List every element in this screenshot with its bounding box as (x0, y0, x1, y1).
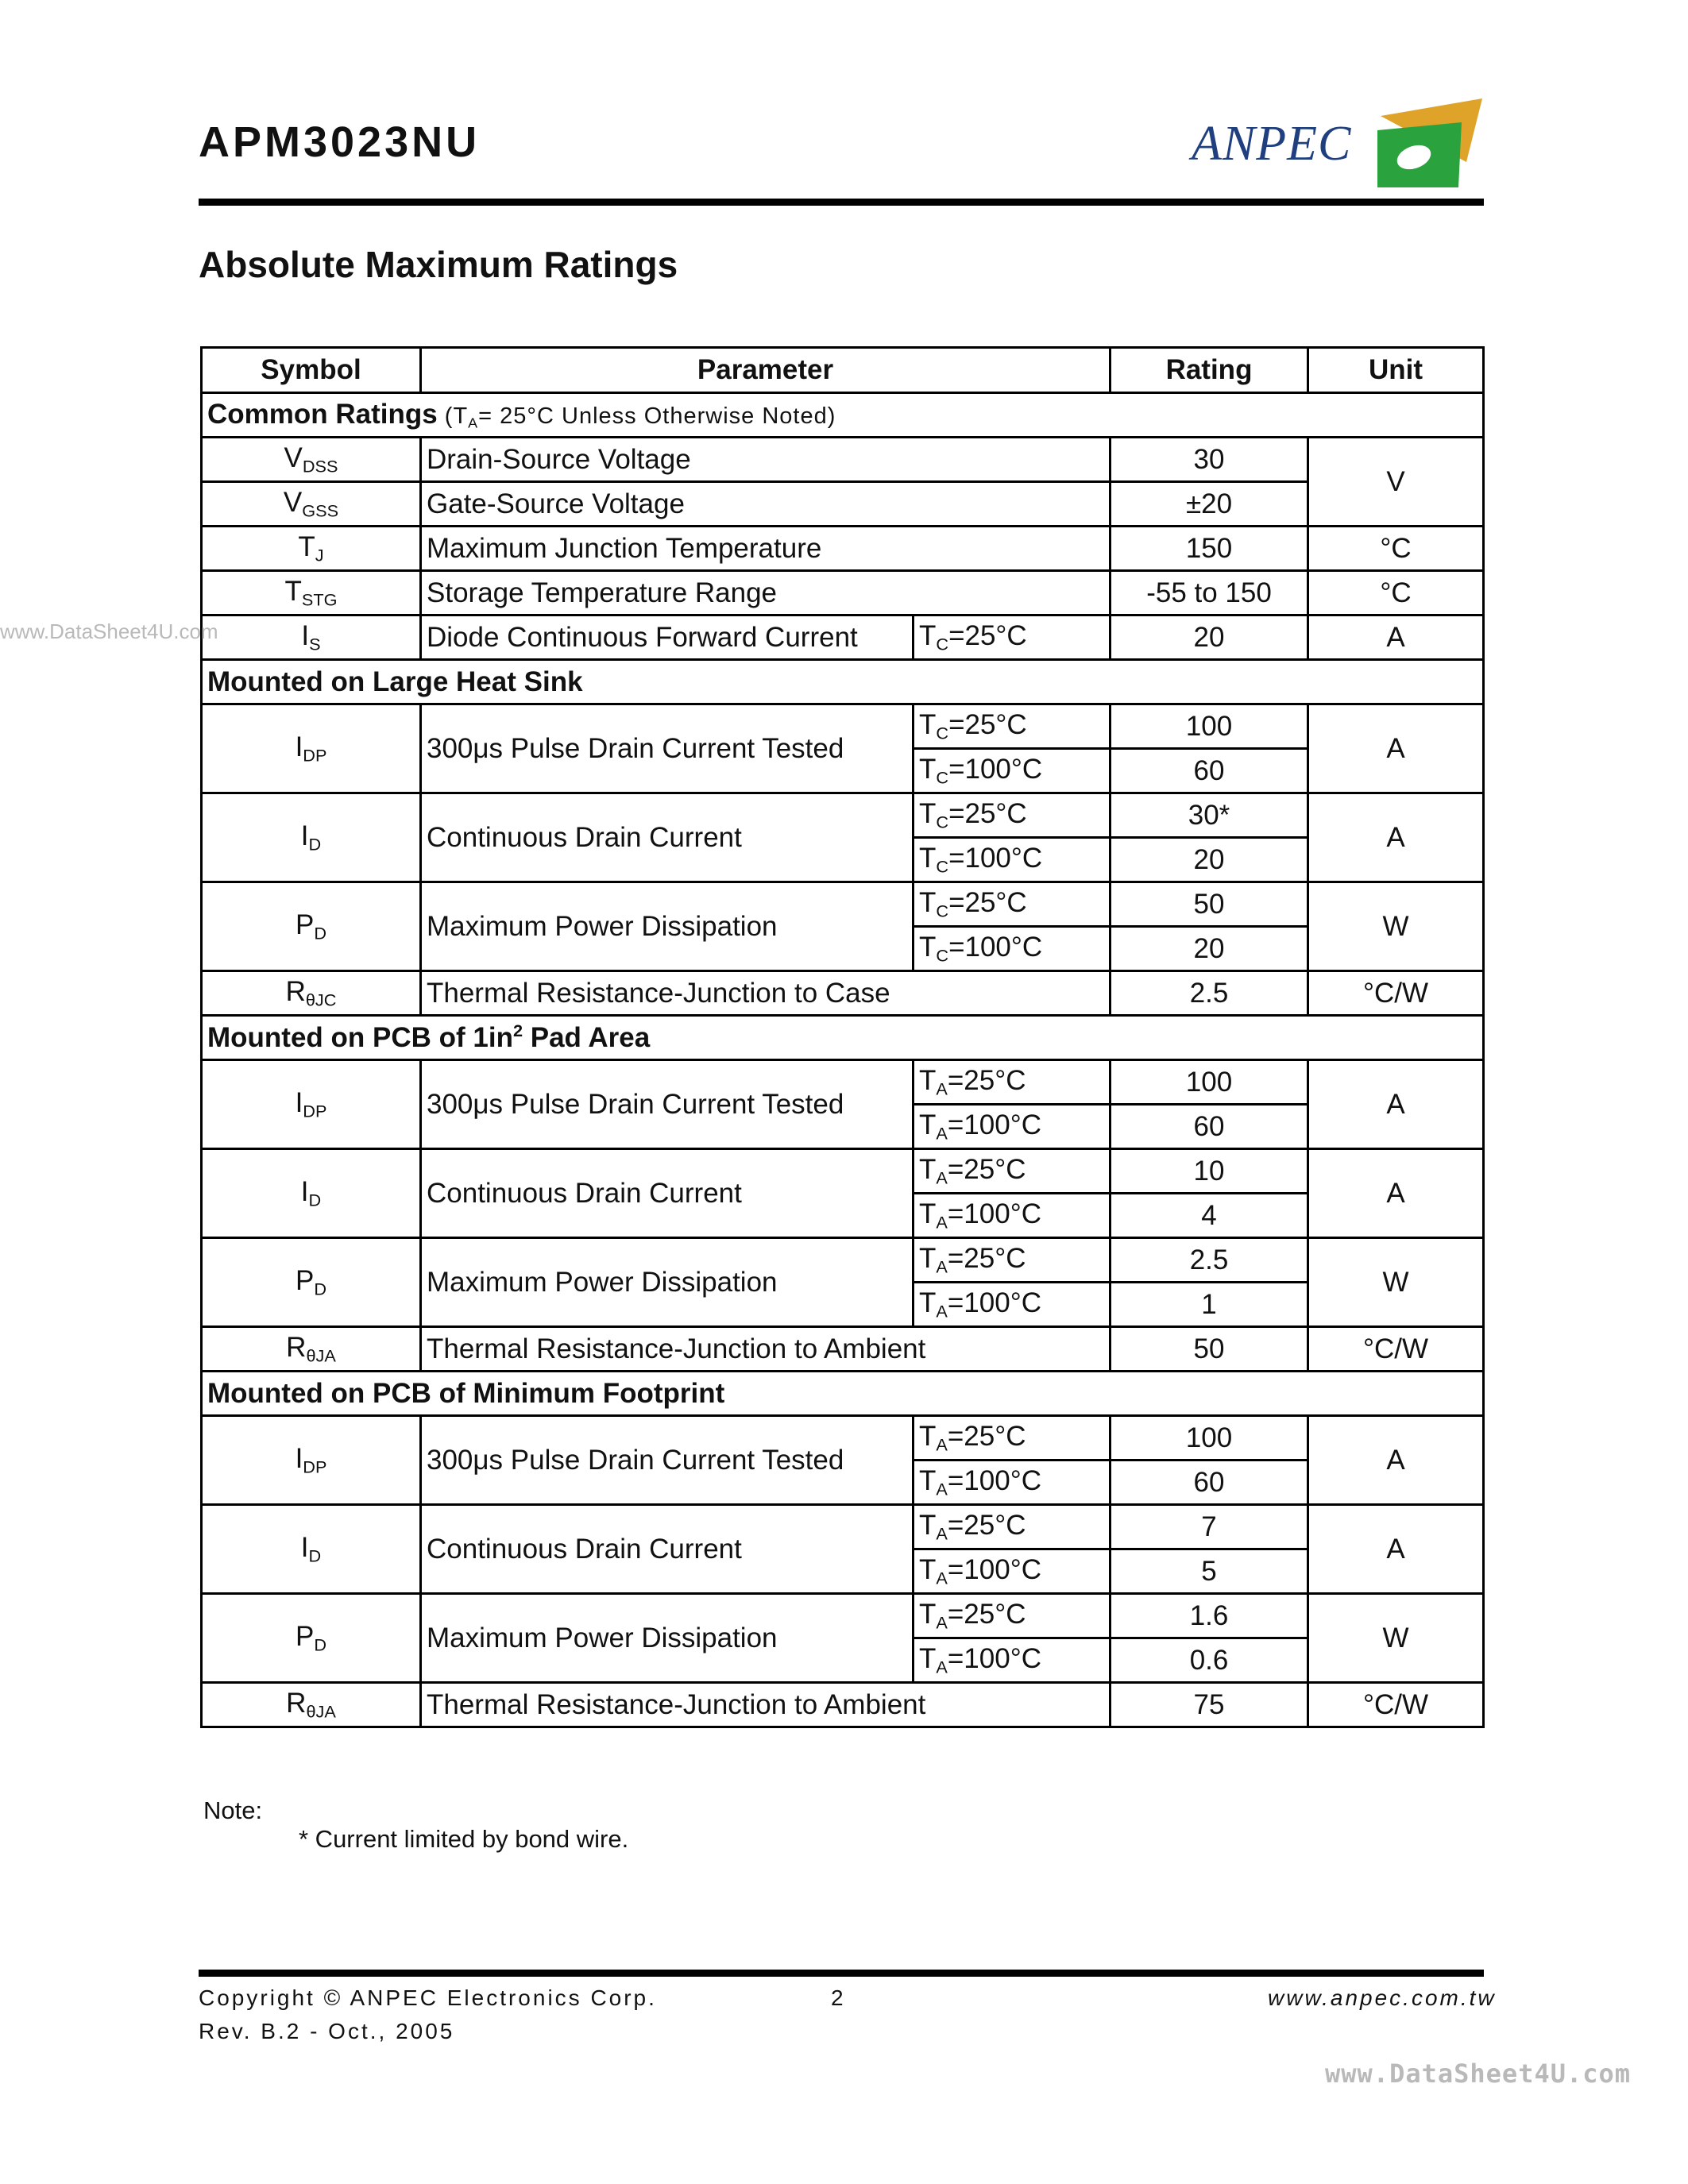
parameter-cell: Maximum Power Dissipation (421, 1594, 914, 1683)
table-row (202, 1149, 1484, 1194)
group-title-heat-sink: Mounted on Large Heat Sink (202, 660, 1484, 704)
group-title-pcb-min: Mounted on PCB of Minimum Footprint (202, 1372, 1484, 1416)
rating-cell: 2.5 (1111, 1238, 1308, 1283)
rating-cell: 5 (1111, 1549, 1308, 1594)
rating-cell: 150 (1111, 527, 1308, 571)
condition-cell: $T_A=100^\circ C$ (914, 1461, 1111, 1505)
anpec-logo (1192, 98, 1485, 187)
rating-cell: 7 (1111, 1505, 1308, 1549)
rating-cell: 2.5 (1111, 971, 1308, 1016)
section-title: Absolute Maximum Ratings (199, 244, 678, 285)
rating-cell: 1.6 (1111, 1594, 1308, 1638)
symbol-cell: $R_{\theta JC}$ (202, 971, 421, 1016)
symbol-cell: $I_{DP}$ (202, 1060, 421, 1149)
table-row (202, 1327, 1484, 1372)
unit-cell: A (1308, 1060, 1484, 1149)
condition-cell: $T_A=25^\circ C$ (914, 1594, 1111, 1638)
rating-cell: ±20 (1111, 482, 1308, 527)
rating-cell: 20 (1111, 927, 1308, 971)
rating-cell: 10 (1111, 1149, 1308, 1194)
symbol-cell: $I_{DP}$ (202, 704, 421, 793)
condition-cell: $T_C=25^\circ C$ (914, 615, 1111, 660)
table-row (202, 971, 1484, 1016)
rating-cell: 0.6 (1111, 1638, 1308, 1683)
unit-cell: °C/W (1308, 971, 1484, 1016)
condition-cell: $T_A=25^\circ C$ (914, 1416, 1111, 1461)
table-row (202, 571, 1484, 615)
footer-rule (199, 1970, 1484, 1977)
table-row (202, 793, 1484, 838)
group-row-pcb-1in (202, 1016, 1484, 1060)
parameter-cell: Continuous Drain Current (421, 1505, 914, 1594)
rating-cell: -55 to 150 (1111, 571, 1308, 615)
symbol-cell: $T_J$ (202, 527, 421, 571)
table-row (202, 882, 1484, 927)
condition-cell: $T_A=25^\circ C$ (914, 1149, 1111, 1194)
parameter-cell: Continuous Drain Current (421, 793, 914, 882)
condition-cell: $T_A=100^\circ C$ (914, 1549, 1111, 1594)
condition-cell: $T_A=100^\circ C$ (914, 1638, 1111, 1683)
unit-cell: W (1308, 882, 1484, 971)
table-row (202, 527, 1484, 571)
parameter-cell: Thermal Resistance-Junction to Case (421, 971, 1111, 1016)
unit-cell: °C (1308, 527, 1484, 571)
condition-cell: $T_A=100^\circ C$ (914, 1194, 1111, 1238)
parameter-cell: Storage Temperature Range (421, 571, 1111, 615)
header-symbol: Symbol (202, 348, 421, 393)
rating-cell: 100 (1111, 1060, 1308, 1105)
symbol-cell: $V_{GSS}$ (202, 482, 421, 527)
rating-cell: 50 (1111, 882, 1308, 927)
symbol-cell: $P_D$ (202, 1594, 421, 1683)
symbol-cell: $I_{DP}$ (202, 1416, 421, 1505)
symbol-cell: $R_{\theta JA}$ (202, 1683, 421, 1727)
table-row (202, 482, 1484, 527)
document-title: APM3023NU (199, 118, 481, 166)
condition-cell: $T_A=25^\circ C$ (914, 1060, 1111, 1105)
parameter-cell: 300μs Pulse Drain Current Tested (421, 704, 914, 793)
rating-cell: 20 (1111, 615, 1308, 660)
condition-cell: $T_A=100^\circ C$ (914, 1105, 1111, 1149)
table-row (202, 1416, 1484, 1461)
header-rule (199, 199, 1484, 206)
note-label: Note: (203, 1796, 263, 1824)
header-unit: Unit (1308, 348, 1484, 393)
unit-cell: A (1308, 1505, 1484, 1594)
unit-cell: °C/W (1308, 1683, 1484, 1727)
header-parameter: Parameter (421, 348, 1111, 393)
parameter-cell: Thermal Resistance-Junction to Ambient (421, 1327, 1111, 1372)
rating-cell: 60 (1111, 1105, 1308, 1149)
parameter-cell: Gate-Source Voltage (421, 482, 1111, 527)
unit-cell: A (1308, 1149, 1484, 1238)
unit-cell: V (1308, 438, 1484, 527)
symbol-cell: $R_{\theta JA}$ (202, 1327, 421, 1372)
rating-cell: 100 (1111, 1416, 1308, 1461)
logo-mark-icon (1373, 98, 1485, 187)
rating-cell: 60 (1111, 1461, 1308, 1505)
table-row (202, 1594, 1484, 1638)
unit-cell: °C (1308, 571, 1484, 615)
group-title-common: Common Ratings ($T_A= 25^\circ C$ Unless Otherwise Noted) (202, 393, 1484, 438)
rating-cell: 60 (1111, 749, 1308, 793)
symbol-cell: $V_{DSS}$ (202, 438, 421, 482)
symbol-cell: $I_D$ (202, 1505, 421, 1594)
parameter-cell: Maximum Junction Temperature (421, 527, 1111, 571)
rating-cell: 4 (1111, 1194, 1308, 1238)
condition-cell: $T_C=100^\circ C$ (914, 927, 1111, 971)
symbol-cell: $I_D$ (202, 793, 421, 882)
header-rating: Rating (1111, 348, 1308, 393)
rating-cell: 30 (1111, 438, 1308, 482)
symbol-cell: $I_S$ (202, 615, 421, 660)
parameter-cell: Diode Continuous Forward Current (421, 615, 914, 660)
logo-text: ANPEC (1192, 117, 1352, 171)
parameter-cell: 300μs Pulse Drain Current Tested (421, 1060, 914, 1149)
table-row (202, 1060, 1484, 1105)
rating-cell: 100 (1111, 704, 1308, 749)
symbol-cell: $P_D$ (202, 1238, 421, 1327)
table-row (202, 1238, 1484, 1283)
table-row (202, 1683, 1484, 1727)
table-row (202, 704, 1484, 749)
unit-cell: A (1308, 704, 1484, 793)
symbol-cell: $T_{STG}$ (202, 571, 421, 615)
table-row (202, 1505, 1484, 1549)
table-row (202, 438, 1484, 482)
absolute-maximum-ratings-table (200, 346, 1485, 1728)
condition-cell: $T_A=100^\circ C$ (914, 1283, 1111, 1327)
unit-cell: A (1308, 793, 1484, 882)
parameter-cell: Maximum Power Dissipation (421, 1238, 914, 1327)
symbol-cell: $I_D$ (202, 1149, 421, 1238)
condition-cell: $T_C=25^\circ C$ (914, 882, 1111, 927)
unit-cell: W (1308, 1594, 1484, 1683)
unit-cell: W (1308, 1238, 1484, 1327)
footer-website: www.anpec.com.tw (1268, 1985, 1497, 2010)
unit-cell: A (1308, 615, 1484, 660)
condition-cell: $T_C=25^\circ C$ (914, 793, 1111, 838)
group-row-pcb-min (202, 1372, 1484, 1416)
parameter-cell: Drain-Source Voltage (421, 438, 1111, 482)
rating-cell: 75 (1111, 1683, 1308, 1727)
footer-revision: Rev. B.2 - Oct., 2005 (199, 2019, 455, 2043)
condition-cell: $T_C=100^\circ C$ (914, 838, 1111, 882)
parameter-cell: Continuous Drain Current (421, 1149, 914, 1238)
watermark-left: www.DataSheet4U.com (0, 619, 218, 643)
watermark-bottom: www.DataSheet4U.com (1325, 2059, 1632, 2089)
note-text: * Current limited by bond wire. (299, 1825, 629, 1853)
unit-cell: A (1308, 1416, 1484, 1505)
condition-cell: $T_C=100^\circ C$ (914, 749, 1111, 793)
rating-cell: 50 (1111, 1327, 1308, 1372)
rating-cell: 1 (1111, 1283, 1308, 1327)
group-title-pcb-1in: Mounted on PCB of $1in^2$ Pad Area (202, 1016, 1484, 1060)
parameter-cell: 300μs Pulse Drain Current Tested (421, 1416, 914, 1505)
rating-cell: 30* (1111, 793, 1308, 838)
group-row-common (202, 393, 1484, 438)
page-number: 2 (831, 1985, 846, 2010)
footer-copyright: Copyright © ANPEC Electronics Corp. (199, 1985, 657, 2010)
unit-cell: °C/W (1308, 1327, 1484, 1372)
parameter-cell: Thermal Resistance-Junction to Ambient (421, 1683, 1111, 1727)
parameter-cell: Maximum Power Dissipation (421, 882, 914, 971)
rating-cell: 20 (1111, 838, 1308, 882)
condition-cell: $T_A=25^\circ C$ (914, 1505, 1111, 1549)
condition-cell: $T_A=25^\circ C$ (914, 1238, 1111, 1283)
table-header-row (202, 348, 1484, 393)
condition-cell: $T_C=25^\circ C$ (914, 704, 1111, 749)
symbol-cell: $P_D$ (202, 882, 421, 971)
table-row (202, 615, 1484, 660)
group-row-heat-sink (202, 660, 1484, 704)
